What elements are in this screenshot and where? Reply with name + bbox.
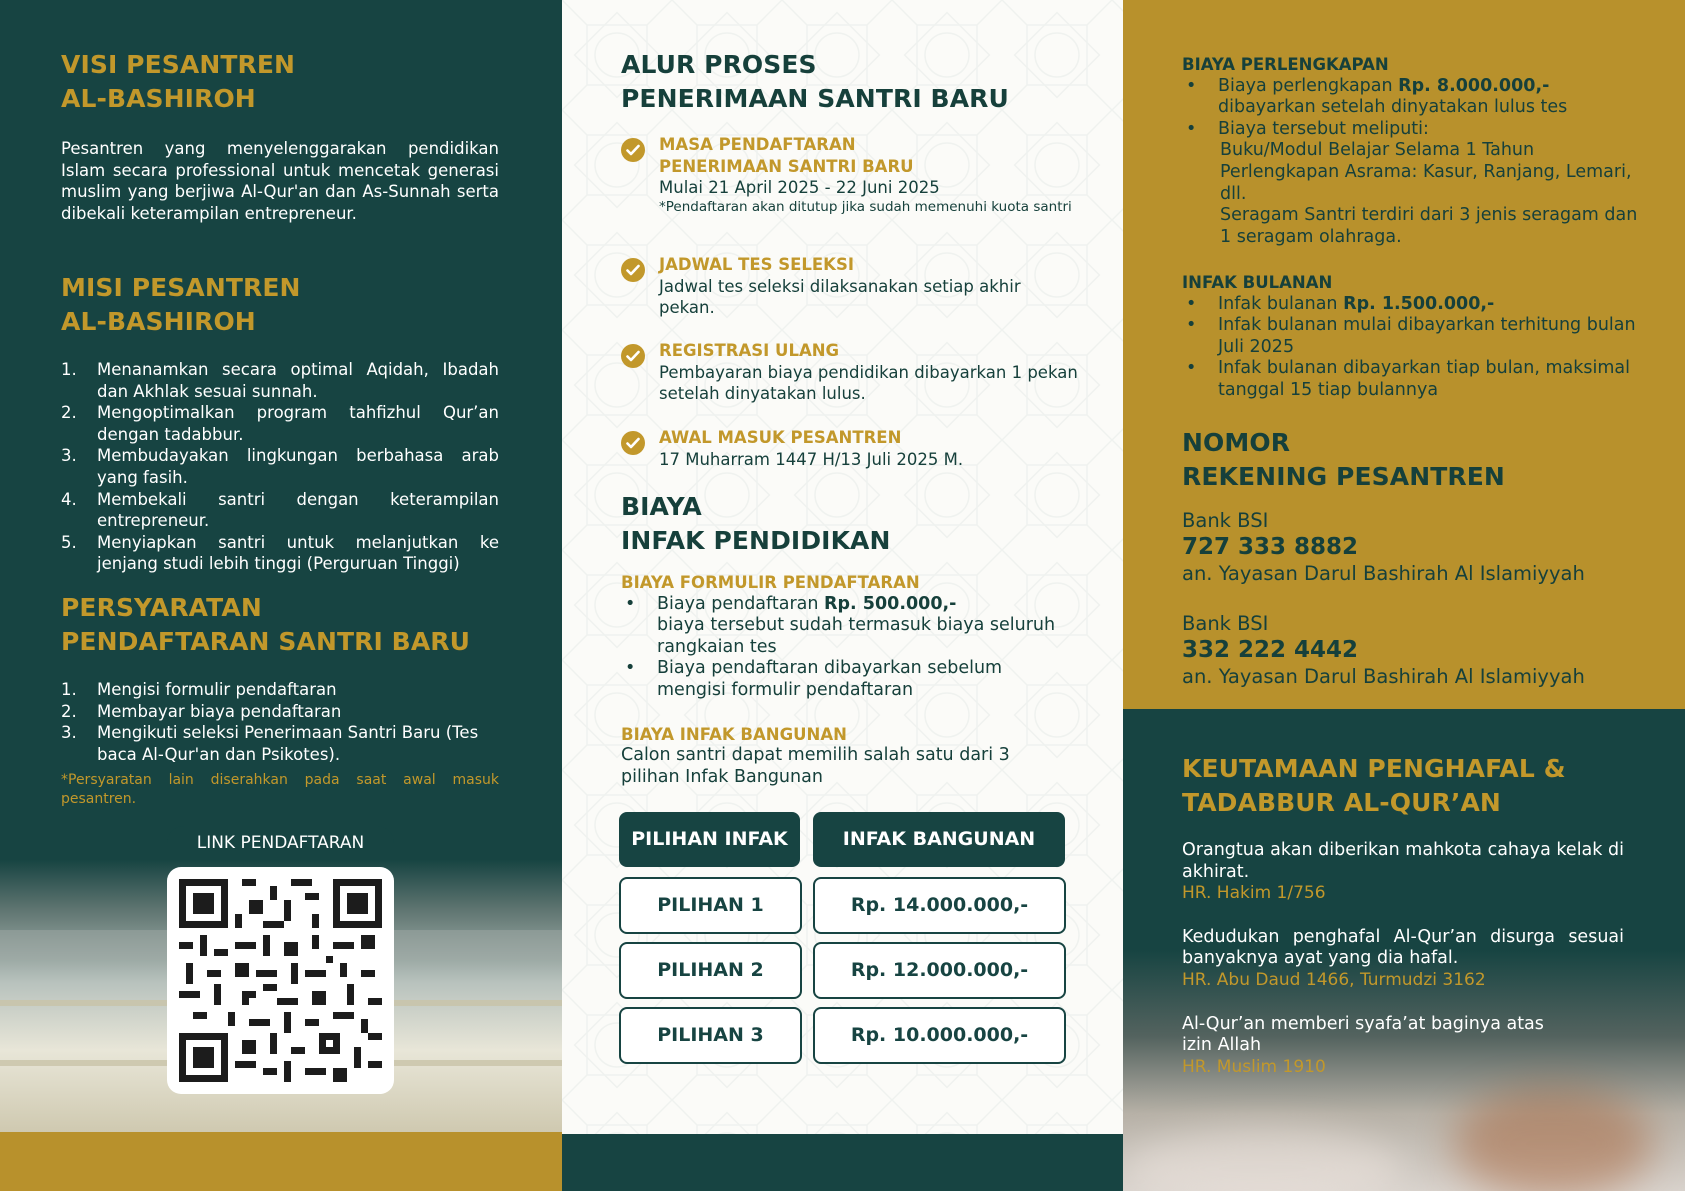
- visi-title: [61, 48, 499, 116]
- rekening-section: [1182, 426, 1642, 689]
- bangunan-text: Calon santri dapat memilih salah satu dari 3 pilihan Infak Bangunan: [621, 745, 1010, 787]
- list-text: Membekali santri dengan keterampilan entrepreneur.: [97, 489, 499, 531]
- alur-title-line2: PENERIMAAN SANTRI BARU: [621, 84, 1009, 113]
- infak-bulanan-list: [1182, 294, 1642, 402]
- qr-code-card[interactable]: [167, 867, 394, 1094]
- check-badge-icon: [621, 431, 645, 455]
- list-text: Biaya tersebut meliputi:: [1218, 118, 1429, 139]
- list-text: Infak bulanan mulai dibayarkan terhitung bulan Juli 2025: [1218, 315, 1636, 357]
- misi-title-line2: AL-BASHIROH: [61, 307, 256, 336]
- table-header-amount: INFAK BANGUNAN: [813, 812, 1065, 867]
- misi-section: [61, 271, 499, 575]
- list-text: Mengoptimalkan program tahfizhul Qur’an dengan tadabbur.: [97, 403, 499, 444]
- list-item: [61, 359, 499, 402]
- rekening-title: [1182, 426, 1642, 494]
- registration-link-label[interactable]: LINK PENDAFTARAN: [167, 826, 394, 860]
- infak-bulanan-amount: Rp. 1.500.000,-: [1343, 293, 1495, 314]
- step-title: AWAL MASUK PESANTREN: [659, 428, 902, 447]
- table-row-amount: Rp. 14.000.000,-: [813, 877, 1066, 934]
- list-item: [61, 402, 499, 445]
- list-number: 1.: [61, 360, 77, 379]
- step-body: Jadwal tes seleksi dilaksanakan setiap akhir pekan.: [659, 276, 1021, 318]
- step-note: *Pendaftaran akan ditutup jika sudah memenuhi kuota santri: [659, 198, 1072, 215]
- persyaratan-title: [61, 591, 499, 659]
- account-holder: an. Yayasan Darul Bashirah Al Islamiyyah: [1182, 562, 1585, 585]
- formulir-title: BIAYA FORMULIR PENDAFTARAN: [621, 573, 920, 592]
- biaya-section: [621, 490, 1071, 788]
- list-item: [61, 532, 499, 575]
- perlengkapan-list: [1182, 76, 1642, 141]
- perlengkapan-title: BIAYA PERLENGKAPAN: [1182, 55, 1389, 74]
- left-panel: [0, 0, 562, 1191]
- table-row-option: PILIHAN 1: [619, 877, 802, 934]
- visi-title-line2: AL-BASHIROH: [61, 84, 256, 113]
- list-text: Infak bulanan dibayarkan tiap bulan, maksimal tanggal 15 tiap bulannya: [1218, 358, 1631, 400]
- list-item: [1182, 358, 1642, 401]
- hadith-source: HR. Hakim 1/756: [1182, 883, 1326, 904]
- list-text: Biaya pendaftaran: [657, 593, 825, 614]
- formulir-list: [621, 594, 1071, 702]
- alur-section: [621, 48, 1071, 116]
- list-text: Membudayakan lingkungan berbahasa arab yang fasih.: [97, 446, 499, 487]
- fees-panel: [1123, 0, 1685, 709]
- list-text: biaya tersebut sudah termasuk biaya seluruh rangkaian tes: [657, 615, 1056, 657]
- list-item: [621, 594, 1071, 659]
- rekening-title-line2: REKENING PESANTREN: [1182, 462, 1505, 491]
- list-text: dibayarkan setelah dinyatakan lulus tes: [1218, 97, 1568, 118]
- bank-name: Bank BSI: [1182, 509, 1269, 532]
- account-number[interactable]: 332 222 4442: [1182, 637, 1359, 663]
- list-text: Infak bulanan: [1218, 293, 1344, 314]
- list-number: 3.: [61, 723, 77, 743]
- perlengkapan-sub: Perlengkapan Asrama: Kasur, Ranjang, Lemari, dll.: [1220, 161, 1632, 204]
- infak-bulanan-title: INFAK BULANAN: [1182, 273, 1333, 292]
- right-panel: [1123, 0, 1685, 1191]
- footer-gold-bar: [0, 1132, 562, 1191]
- bangunan-title: BIAYA INFAK BANGUNAN: [621, 724, 847, 744]
- list-number: 5.: [61, 532, 77, 552]
- list-text: Menanamkan secara optimal Aqidah, Ibadah dan Akhlak sesuai sunnah.: [97, 360, 499, 401]
- hadith-text: Kedudukan penghafal Al-Qur’an disurga sesuai banyaknya ayat yang dia hafal.: [1182, 926, 1624, 969]
- table-row-amount: Rp. 12.000.000,-: [813, 942, 1066, 999]
- list-item: [61, 701, 499, 723]
- hadith-item: [1182, 840, 1624, 905]
- keutamaan-title-line1: KEUTAMAAN PENGHAFAL &: [1182, 754, 1566, 783]
- hadith-text: Al-Qur’an memberi syafa’at baginya atas izin Allah: [1182, 1013, 1544, 1056]
- step-body: 17 Muharram 1447 H/13 Juli 2025 M.: [659, 449, 964, 469]
- hadith-item: [1182, 1014, 1624, 1079]
- persyaratan-title-line1: PERSYARATAN: [61, 593, 262, 622]
- visi-section: [61, 48, 499, 224]
- list-text: Biaya perlengkapan: [1218, 75, 1399, 96]
- step-title: REGISTRASI ULANG: [659, 341, 840, 360]
- list-number: 3.: [61, 446, 77, 466]
- table-header-option: PILIHAN INFAK: [619, 812, 800, 867]
- list-item: [61, 489, 499, 532]
- account-number[interactable]: 727 333 8882: [1182, 534, 1359, 560]
- perlengkapan-sub: Seragam Santri terdiri dari 3 jenis seragam dan 1 seragam olahraga.: [1220, 205, 1638, 247]
- persyaratan-section: [61, 591, 499, 809]
- qr-code-icon[interactable]: [179, 879, 382, 1082]
- hadith-source: HR. Muslim 1910: [1182, 1056, 1326, 1077]
- keutamaan-title: [1182, 752, 1624, 820]
- list-item: [1182, 294, 1642, 316]
- step-title: PENERIMAAN SANTRI BARU: [659, 156, 914, 176]
- middle-panel: [562, 0, 1123, 1191]
- perlengkapan-sub: Buku/Modul Belajar Selama 1 Tahun: [1220, 140, 1535, 161]
- perlengkapan-section: [1182, 54, 1642, 248]
- misi-title-line1: MISI PESANTREN: [61, 273, 301, 302]
- list-number: 4.: [61, 489, 77, 509]
- bank-account: [1182, 508, 1642, 586]
- keutamaan-section: [1182, 752, 1624, 1078]
- photo-blur: [1453, 1089, 1653, 1191]
- alur-title-line1: ALUR PROSES: [621, 50, 817, 79]
- biaya-title: [621, 490, 1071, 558]
- step-body: Mulai 21 April 2025 - 22 Juni 2025: [659, 178, 940, 198]
- footer-green-bar: [562, 1134, 1123, 1191]
- list-text: Membayar biaya pendaftaran: [97, 701, 342, 721]
- misi-list: [61, 359, 499, 575]
- list-number: 2.: [61, 403, 77, 423]
- persyaratan-title-line2: PENDAFTARAN SANTRI BARU: [61, 627, 471, 656]
- table-row-option: PILIHAN 3: [619, 1007, 802, 1064]
- table-row-amount: Rp. 10.000.000,-: [813, 1007, 1066, 1064]
- table-row-option: PILIHAN 2: [619, 942, 802, 999]
- step-title: JADWAL TES SELEKSI: [659, 255, 854, 274]
- bank-name: Bank BSI: [1182, 612, 1269, 635]
- biaya-title-line1: BIAYA: [621, 492, 702, 521]
- visi-text: Pesantren yang menyelenggarakan pendidikan Islam secara professional untuk mencetak generasi muslim yang berjiwa Al-Qur'an dan As-Sunnah serta dibekali keterampilan entrepreneur.: [61, 139, 499, 223]
- persyaratan-note: *Persyaratan lain diserahkan pada saat awal masuk pesantren.: [61, 772, 499, 808]
- list-number: 2.: [61, 701, 77, 721]
- list-item: [1182, 76, 1642, 119]
- list-item: [621, 658, 1071, 701]
- list-item: [1182, 315, 1642, 358]
- account-holder: an. Yayasan Darul Bashirah Al Islamiyyah: [1182, 665, 1585, 688]
- bank-account: [1182, 611, 1642, 689]
- list-item: [61, 679, 499, 701]
- formulir-amount: Rp. 500.000,-: [824, 593, 957, 614]
- keutamaan-title-line2: TADABBUR AL-QUR’AN: [1182, 788, 1501, 817]
- list-item: [61, 445, 499, 488]
- hadith-source: HR. Abu Daud 1466, Turmudzi 3162: [1182, 969, 1486, 990]
- step-body: Pembayaran biaya pendidikan dibayarkan 1 pekan setelah dinyatakan lulus.: [659, 362, 1078, 404]
- hadith-text: Orangtua akan diberikan mahkota cahaya kelak di akhirat.: [1182, 840, 1624, 882]
- hadith-item: [1182, 927, 1624, 992]
- photo-blur: [1123, 1129, 1403, 1191]
- list-text: Mengikuti seleksi Penerimaan Santri Baru (Tes baca Al-Qur'an dan Psikotes).: [97, 723, 479, 764]
- persyaratan-list: [61, 679, 499, 765]
- check-badge-icon: [621, 344, 645, 368]
- alur-title: [621, 48, 1071, 116]
- step-title: MASA PENDAFTARAN: [659, 135, 856, 154]
- perlengkapan-amount: Rp. 8.000.000,-: [1398, 75, 1550, 96]
- misi-title: [61, 271, 499, 339]
- biaya-title-line2: INFAK PENDIDIKAN: [621, 526, 891, 555]
- check-badge-icon: [621, 138, 645, 162]
- check-badge-icon: [621, 258, 645, 282]
- keutamaan-panel: [1123, 709, 1685, 1191]
- list-item: [1182, 119, 1642, 141]
- infak-bulanan-section: [1182, 272, 1642, 402]
- list-text: Biaya pendaftaran dibayarkan sebelum mengisi formulir pendaftaran: [657, 658, 1003, 700]
- rekening-title-line1: NOMOR: [1182, 428, 1291, 457]
- visi-title-line1: VISI PESANTREN: [61, 50, 296, 79]
- list-item: [61, 722, 499, 765]
- list-text: Menyiapkan santri untuk melanjutkan ke jenjang studi lebih tinggi (Perguruan Tinggi): [97, 532, 499, 574]
- list-text: Mengisi formulir pendaftaran: [97, 680, 337, 699]
- list-number: 1.: [61, 680, 77, 699]
